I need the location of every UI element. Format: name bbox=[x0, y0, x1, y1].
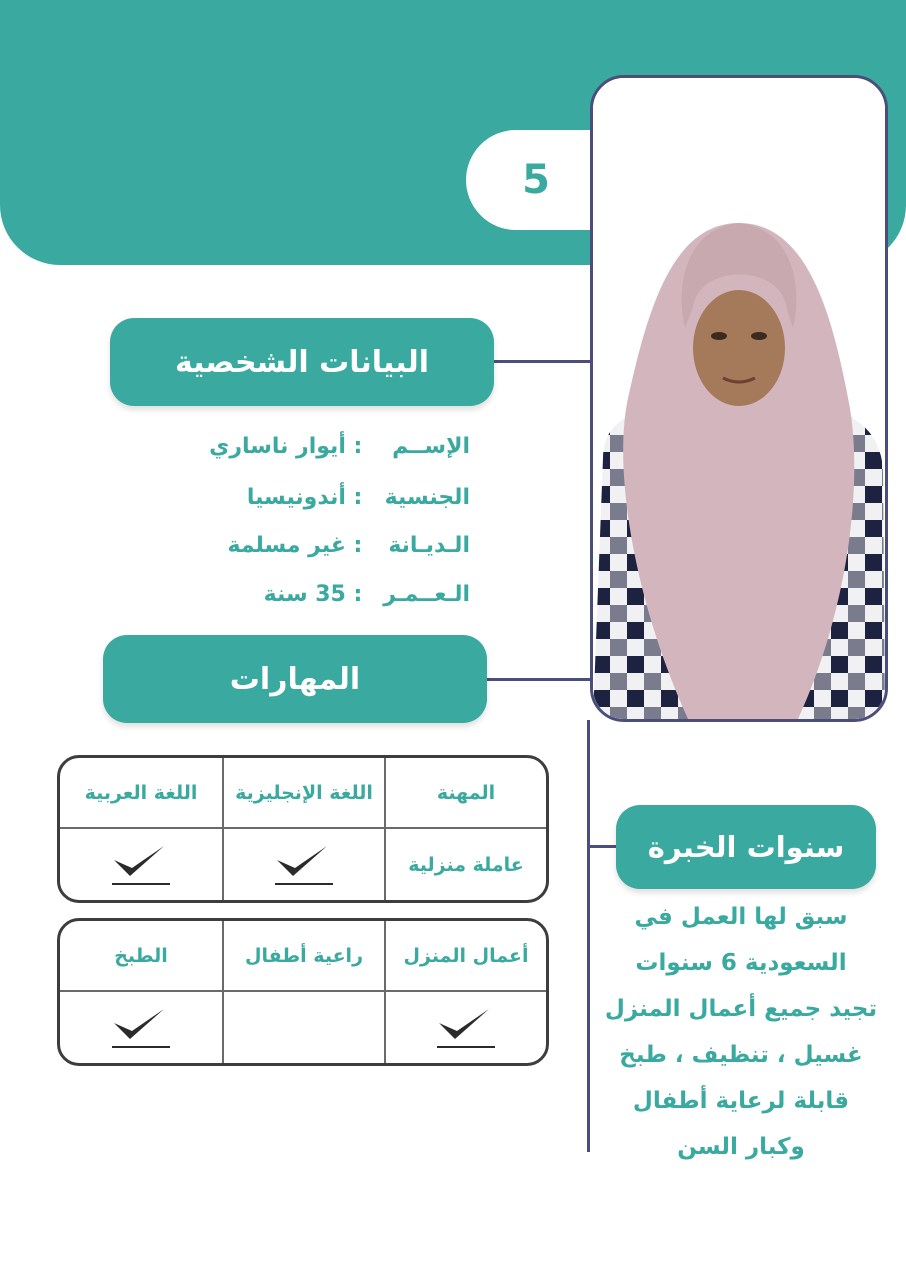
table-header: اللغة العربية bbox=[60, 758, 222, 829]
check-icon bbox=[106, 1005, 176, 1051]
table-header: أعمال المنزل bbox=[384, 921, 546, 992]
skills-table-1 bbox=[57, 755, 549, 903]
table-header: اللغة الإنجليزية bbox=[222, 758, 384, 829]
experience-heading: سنوات الخبرة bbox=[616, 805, 876, 889]
table-cell bbox=[60, 829, 222, 900]
connector-line bbox=[587, 720, 590, 1152]
field-value: 35 سنة bbox=[263, 582, 346, 607]
field-age: الـعــمـر : 35 سنة bbox=[263, 582, 470, 607]
field-name: الإســم : أيوار ناساري bbox=[209, 434, 470, 459]
field-value: غير مسلمة bbox=[227, 533, 346, 558]
skills-heading: المهارات bbox=[103, 635, 487, 723]
table-header: الطبخ bbox=[60, 921, 222, 992]
field-value: أندونيسيا bbox=[246, 485, 346, 510]
table-header: المهنة bbox=[384, 758, 546, 829]
check-icon bbox=[269, 842, 339, 888]
worker-photo bbox=[590, 75, 888, 722]
table-cell bbox=[222, 829, 384, 900]
table-cell bbox=[384, 992, 546, 1063]
experience-line: تجيد جميع أعمال المنزل bbox=[604, 996, 878, 1022]
check-icon bbox=[106, 842, 176, 888]
connector-personal bbox=[492, 360, 590, 363]
table-cell bbox=[60, 992, 222, 1063]
field-religion: الـديـانة : غير مسلمة bbox=[227, 533, 470, 558]
connector-skills bbox=[485, 678, 590, 681]
experience-line: غسيل ، تنظيف ، طبخ bbox=[619, 1042, 863, 1068]
field-label: الإســم bbox=[392, 434, 470, 459]
experience-line: سبق لها العمل في bbox=[634, 904, 848, 930]
experience-line: قابلة لرعاية أطفال bbox=[632, 1088, 850, 1114]
experience-line: وكبار السن bbox=[677, 1134, 805, 1160]
table-cell: عاملة منزلية bbox=[384, 829, 546, 900]
field-label: الـعــمـر bbox=[383, 582, 470, 607]
experience-line: السعودية 6 سنوات bbox=[635, 950, 847, 976]
card-number: 5 bbox=[466, 130, 616, 230]
connector-experience bbox=[588, 845, 618, 848]
field-label: الجنسية bbox=[384, 485, 470, 510]
check-icon bbox=[431, 1005, 501, 1051]
table-cell-empty bbox=[222, 992, 384, 1063]
personal-heading: البيانات الشخصية bbox=[110, 318, 494, 406]
table-header: راعية أطفال bbox=[222, 921, 384, 992]
field-nationality: الجنسية : أندونيسيا bbox=[246, 485, 470, 510]
skills-table-2 bbox=[57, 918, 549, 1066]
experience-text bbox=[596, 894, 886, 1170]
field-label: الـديـانة bbox=[388, 533, 470, 558]
field-value: أيوار ناساري bbox=[209, 434, 346, 459]
